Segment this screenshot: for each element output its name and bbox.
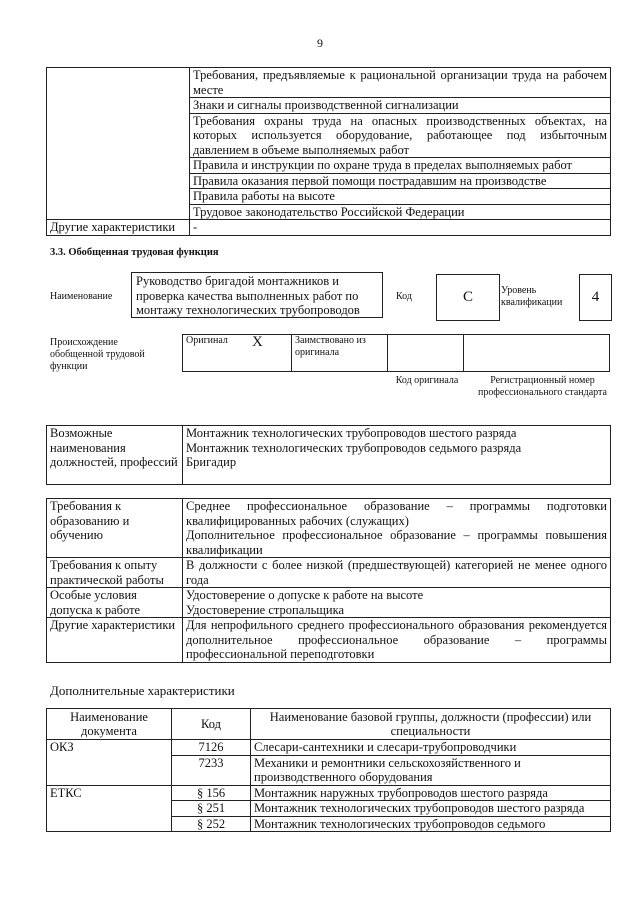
- code-label: Код: [396, 291, 412, 302]
- row-code: 7126: [172, 740, 251, 756]
- knowledge-table: [46, 67, 611, 236]
- doc-okz: ОКЗ: [47, 740, 172, 786]
- row-name: Монтажник наружных трубопроводов шестого разряда: [251, 785, 611, 801]
- row-name: Монтажник технологических трубопроводов седьмого: [251, 816, 611, 832]
- level-box: [579, 274, 612, 321]
- original-mark: X: [249, 335, 292, 372]
- code-value: C: [462, 289, 473, 305]
- function-name-value: Руководство бригадой монтажников и проверка качества выполненных работ по монтажу технологических трубопроводов: [136, 274, 360, 317]
- knowledge-item: Трудовое законодательство Российской Федерации: [190, 204, 611, 220]
- row-code: § 252: [172, 816, 251, 832]
- admission-line: Удостоверение о допуске к работе на высоте: [186, 588, 424, 602]
- knowledge-item: Правила оказания первой помощи пострадавшим на производстве: [190, 173, 611, 189]
- admission-label: Особые условия допуска к работе: [47, 588, 183, 618]
- other-label: Другие характеристики: [47, 618, 183, 663]
- knowledge-label-cell: [47, 68, 190, 220]
- other-value: Для непрофильного среднего профессионального образования рекомендуется дополнительное профессиональное образование – программы профессиональной переподготовки: [183, 618, 611, 663]
- original-code-cell: [388, 335, 464, 372]
- position-item: Монтажник технологических трубопроводов седьмого разряда: [186, 440, 522, 455]
- original-label: Оригинал: [183, 335, 250, 372]
- function-name-box: [131, 272, 383, 318]
- additional-table: [46, 708, 611, 832]
- other-characteristics-label: Другие характеристики: [47, 220, 190, 236]
- row-name: Монтажник технологических трубопроводов шестого разряда: [251, 801, 611, 817]
- origin-table: [182, 334, 610, 372]
- positions-label: Возможные наименования должностей, профессий: [47, 426, 183, 485]
- header-code: Код: [172, 709, 251, 740]
- experience-value: В должности с более низкой (предшествующей) категорией не менее одного года: [183, 558, 611, 588]
- admission-line: Удостоверение стропальщика: [186, 602, 345, 617]
- level-value: 4: [591, 289, 600, 305]
- position-item: Бригадир: [186, 455, 237, 469]
- doc-etks: ЕТКС: [47, 785, 172, 832]
- reg-caption: Регистрационный номер профессионального стандарта: [478, 375, 607, 398]
- code-box: [436, 274, 500, 321]
- borrowed-label: Заимствовано из оригинала: [292, 335, 388, 372]
- position-item: Монтажник технологических трубопроводов шестого разряда: [186, 426, 517, 440]
- knowledge-item: Правила и инструкции по охране труда в пределах выполняемых работ: [190, 158, 611, 174]
- requirements-table: [46, 498, 611, 663]
- knowledge-item: Знаки и сигналы производственной сигнализации: [190, 98, 611, 114]
- knowledge-item: Требования, предъявляемые к рациональной организации труда на рабочем месте: [190, 68, 611, 98]
- education-line: Дополнительное профессиональное образование – программы повышения квалификации: [186, 528, 607, 557]
- row-name: Механики и ремонтники сельскохозяйственного и производственного оборудования: [251, 755, 611, 785]
- reg-number-cell: [464, 335, 610, 372]
- section-title: 3.3. Обобщенная трудовая функция: [50, 247, 219, 258]
- education-value: [183, 499, 611, 558]
- other-characteristics-value: -: [190, 220, 611, 236]
- page-number: 9: [317, 36, 323, 50]
- row-code: § 156: [172, 785, 251, 801]
- row-name: Слесари-сантехники и слесари-трубопроводчики: [251, 740, 611, 756]
- code-caption: Код оригинала: [395, 375, 459, 386]
- admission-value: [183, 588, 611, 618]
- header-document: Наименование документа: [47, 709, 172, 740]
- education-label: Требования к образованию и обучению: [47, 499, 183, 558]
- row-code: § 251: [172, 801, 251, 817]
- additional-title: Дополнительные характеристики: [50, 683, 235, 698]
- level-label: Уровень квалификации: [501, 285, 563, 308]
- knowledge-item: Требования охраны труда на опасных производственных объектах, на которых используется оборудование, работающее под избыточным давлением в объеме выполняемых работ: [190, 113, 611, 158]
- positions-values: [183, 426, 611, 485]
- origin-label: Происхождение обобщенной трудовой функции: [50, 337, 145, 372]
- name-label: Наименование: [50, 291, 113, 302]
- knowledge-item: Правила работы на высоте: [190, 189, 611, 205]
- experience-label: Требования к опыту практической работы: [47, 558, 183, 588]
- education-line: Среднее профессиональное образование – программы подготовки квалифицированных рабочих (служащих): [186, 499, 607, 528]
- row-code: 7233: [172, 755, 251, 785]
- header-name: Наименование базовой группы, должности (профессии) или специальности: [251, 709, 611, 740]
- positions-table: [46, 425, 611, 485]
